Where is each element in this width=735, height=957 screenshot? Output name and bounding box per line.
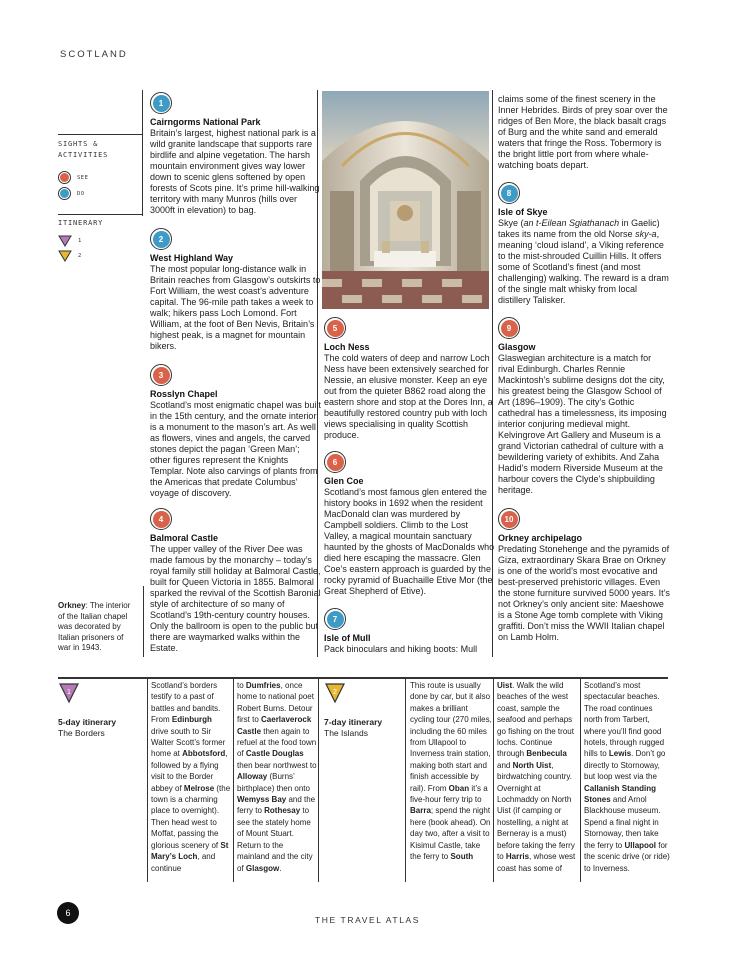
entry-badge-9: 9 (498, 317, 520, 339)
itinerary-2-col-1: This route is usually done by car, but it also makes a brilliant cycling tour (270 miles, including the 60 miles from Ullapool to Inverness train station, making both start and finish accessible by rail). From Oban it’s a five-hour ferry trip to Barra; spend the night here (book ahead). On day two, after a visit to Kisimul Castle, take the ferry to South (410, 681, 492, 862)
entry-text: The most popular long-distance walk in Britain reaches from Glasgow’s outskirts to Fort William, the west coast’s adventure capital. The 96-mile path takes a week to walk; hikers pass Loch Lomond. Fort William, at the foot of Ben Nevis, Britain’s highest peak, is a magnet for mountain bikers. (150, 264, 321, 351)
entry-isle-of-mull (324, 608, 496, 655)
legend-itinerary-title: ITINERARY (58, 219, 104, 227)
itin-divider (318, 678, 319, 882)
section-header: SCOTLAND (60, 49, 128, 60)
legend-rule-mid (58, 214, 143, 215)
entry-cairngorms (150, 92, 322, 216)
place-name: Lewis (608, 749, 632, 759)
entry-text: Pack binoculars and hiking boots: Mull (324, 644, 478, 654)
itinerary-1-triangle-icon (58, 682, 80, 704)
see-icon (58, 171, 71, 184)
caption-bold: Orkney (58, 601, 86, 610)
entry-badge-5: 5 (324, 317, 346, 339)
col-divider-left-lower (143, 586, 144, 657)
svg-text:1: 1 (67, 689, 71, 696)
entry-badge-8: 8 (498, 182, 520, 204)
place-name: Oban (448, 783, 470, 793)
svg-text:2: 2 (333, 689, 337, 696)
place-name: Uist (497, 681, 513, 690)
legend-itin1-label: 1 (78, 238, 82, 244)
place-name: Alloway (237, 772, 268, 782)
legend-do-label: DO (77, 190, 85, 197)
itinerary-1-title: 5-day itinerary (58, 717, 117, 727)
itinerary-2-triangle-icon (324, 682, 346, 704)
entry-title: Isle of Mull (324, 633, 371, 643)
itinerary-2-col-2: Uist. Walk the wild beaches of the west coast, sample the seafood and perhaps go fishing on the trout lochs. Continue through Benbecula and North Uist, birdwatching country. Overnight at Lochmaddy on North Uist (if camping or hostelling, a night at Berneray is a must) before taking the ferry to Harris, whose west coast has some of (497, 681, 576, 873)
itin-divider (493, 678, 494, 882)
place-name: Ullapool (624, 840, 657, 850)
entry-title: Isle of Skye (498, 207, 548, 217)
place-name: Edinburgh (171, 715, 212, 725)
entry-loch-ness (324, 317, 496, 441)
entry-isle-of-mull-continued (498, 94, 670, 171)
entry-title: Balmoral Castle (150, 533, 219, 543)
entry-badge-2: 2 (150, 228, 172, 250)
place-name: South (450, 852, 474, 862)
itinerary-1-col-2: to Dumfries, once home to national poet Robert Burns. Detour first to Caerlaverock Castle then again to refuel at the food town of Castle Douglas then bear northwest to Alloway (Burns’ birthplace) then onto Wemyss Bay and the ferry to Rothesay to see the stately home of Mount Stuart. Return to the mainland and the city of Glasgow. (237, 681, 317, 873)
entry-title: West Highland Way (150, 253, 234, 263)
entry-title: Loch Ness (324, 342, 370, 352)
entry-glasgow (498, 317, 670, 496)
footer-title: THE TRAVEL ATLAS (314, 915, 421, 925)
entry-text: Britain’s largest, highest national park is a wild granite landscape that supports rare birdlife and alpine vegetation. The harsh mountain environment gives way lower down to scenic glens softened by open forests of Scots pine. It’s prime hill-walking territory with many Munros (hills over 3000ft in elevation) to bag. (150, 128, 320, 215)
entry-text: The upper valley of the River Dee was made famous by the monarchy – today’s royal family still holiday at Balmoral Castle, built for Queen Victoria in 1855. Balmoral sparked the revival of the Scottish Baronial style of architecture of so many of Scotland’s 19th-century country houses. Only the ballroom is open to the public but there are waymarked walks within the Estate. (150, 544, 321, 653)
legend-sights-title: SIGHTS & ACTIVITIES (58, 140, 109, 159)
legend-itin2-label: 2 (78, 253, 82, 259)
entry-glen-coe (324, 451, 496, 597)
entry-text: The cold waters of deep and narrow Loch Ness have been extensively searched for Nessie, an elusive monster. Keep an eye out from the quieter B862 road along the eastern shore and stop at the Dores Inn, a beautifully restored country pub with loch views specialising in quality Scottish produce. (324, 353, 493, 440)
entry-title: Cairngorms National Park (150, 117, 261, 127)
itin-divider (233, 678, 234, 882)
place-name: Melrose (183, 783, 215, 793)
entry-badge-4: 4 (150, 508, 172, 530)
place-name: North Uist (512, 760, 552, 770)
itinerary-2-title: 7-day itinerary (324, 717, 383, 727)
place-name: Castle Douglas (245, 749, 304, 759)
entry-badge-1: 1 (150, 92, 172, 114)
itinerary-1-triangle-icon (58, 235, 72, 247)
itinerary-2-col-3: Scotland’s most spectacular beaches. The road continues north from Tarbert, where you’ll find good hotels, through rugged hills to Lewis. Don’t go directly to Stornoway, but loop west via the Callanish Standing Stones and Arnol Blackhouse museum. Spend a final night in Stornoway, then take the ferry to Ullapool for the scenic drive (or ride) to Inverness. (584, 681, 670, 873)
entry-orkney (498, 508, 670, 643)
place-name: St Mary’s Loch (151, 840, 229, 862)
entry-text: Glaswegian architecture is a match for rival Edinburgh. Charles Rennie Mackintosh’s sublime designs dot the city, his greatest being the Glasgow School of Art (1896–1909). The city’s Gothic cathedral has a timelessness, its imposing interior conjuring medieval might. Kelvingrove Art Gallery and Museum is a grand Victorian cathedral of culture with a bewildering variety of exhibits. And Zaha Hadid’s modern Riverside Museum at the harbour covers the Clyde’s shipbuilding heritage. (498, 353, 667, 495)
legend-see-label: SEE (77, 174, 89, 181)
itin-divider (405, 678, 406, 882)
entry-badge-3: 3 (150, 364, 172, 386)
entry-text: Predating Stonehenge and the pyramids of Giza, extraordinary Skara Brae on Orkney is one of the world’s most evocative and best-preserved prehistoric villages. Even the stone furniture survived 5000 years. It’s not Orkney’s only ancient site: Maeshowe is a Stone Age tomb complete with Viking graffiti. Don’t miss the WWII Italian chapel on Lamb Holm. (498, 544, 670, 642)
itinerary-1-subtitle: The Borders (58, 727, 105, 738)
entry-title: Orkney archipelago (498, 533, 583, 543)
itinerary-2-triangle-icon (58, 250, 72, 262)
place-name: Barra (410, 806, 431, 816)
entry-text: claims some of the finest scenery in the Inner Hebrides. Birds of prey soar over the ridges of Ben More, the black basalt crags of Burg and the white sand and emerald waters that fringe the Ross. Tobermory is the bright little port from where whale-watching boats depart. (498, 94, 668, 170)
entry-title: Glen Coe (324, 476, 364, 486)
place-name: Abbotsford (182, 749, 226, 759)
itin-divider (580, 678, 581, 882)
entry-isle-of-skye (498, 182, 670, 306)
itinerary-rule (58, 677, 668, 679)
legend-divider (142, 90, 143, 216)
place-name: Dumfries (245, 681, 281, 690)
entry-text: Skye (an t-Eilean Sgiathanach in Gaelic) takes its name from the old Norse sky-a, meaning ‘cloud island’, a Viking reference to the mist-shrouded Cuillin Hills. It offers some of Scotland’s finest (and most challenging) walking. The reward is a dram of the single malt whisky from local distillery Talisker. (498, 218, 669, 305)
entry-title: Rosslyn Chapel (150, 389, 218, 399)
itinerary-2-heading (324, 682, 404, 738)
do-icon (58, 187, 71, 200)
entry-badge-10: 10 (498, 508, 520, 530)
italian-chapel-photo (322, 91, 489, 309)
entry-text: Scotland’s most famous glen entered the history books in 1692 when the resident MacDonald clan was murdered by Campbell soldiers. Climb to the Lost Valley, a magical mountain sanctuary haunted by the ghosts of MacDonalds who died here escaping the massacre. Glen Coe’s eastern approach is guarded by the rocky pyramid of Buachaille Etive Mor (the Great Shepherd of Etive). (324, 487, 495, 596)
entry-badge-6: 6 (324, 451, 346, 473)
place-name: Wemyss Bay (237, 795, 287, 805)
place-name: Benbecula (526, 749, 567, 759)
itinerary-2-subtitle: The Islands (324, 727, 368, 738)
entry-west-highland-way (150, 228, 322, 352)
photo-caption (58, 601, 136, 654)
entry-rosslyn-chapel (150, 364, 322, 499)
entry-text: Scotland’s most enigmatic chapel was built in the 15th century, and the ornate interior is a monument to the mason’s art. As well as flowers, vines and angels, the carved stones depict the pagan ‘Green Man’; other figures represent the Knights Templar. Note also carvings of plants from the Americas that predate Columbus’ voyage of discovery. (150, 400, 321, 498)
place-name: Glasgow (245, 863, 280, 873)
itin-divider (147, 678, 148, 882)
page-number: 6 (57, 902, 79, 924)
place-name: Rothesay (264, 806, 301, 816)
caption-text: : The interior of the Italian chapel was decorated by Italian prisoners of war in 1943. (58, 601, 131, 653)
itinerary-1-col-1: Scotland’s borders testify to a past of battles and bandits. From Edinburgh drive south to Sir Walter Scott’s former home at Abbotsford, followed by a flying visit to the Border abbey of Melrose (the town is a charming place to overnight). Then head west to Moffat, passing the glorious scenery of St Mary’s Loch, and continue (151, 681, 231, 873)
legend-rule-top (58, 134, 143, 135)
place-name: Callanish Standing Stones (584, 783, 657, 805)
place-name: Caerlaverock Castle (237, 715, 312, 736)
entry-badge-7: 7 (324, 608, 346, 630)
legend-itinerary (58, 218, 142, 262)
itinerary-1-heading (58, 682, 144, 738)
legend-sights (58, 139, 142, 200)
entry-balmoral-castle (150, 508, 322, 654)
place-name: Harris (505, 852, 530, 862)
entry-title: Glasgow (498, 342, 536, 352)
